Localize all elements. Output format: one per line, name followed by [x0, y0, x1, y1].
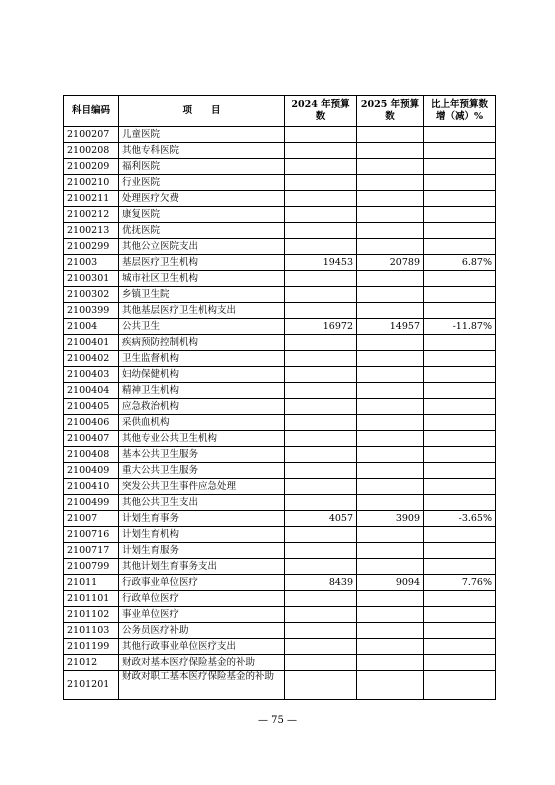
cell-budget-2025 — [357, 271, 424, 287]
cell-budget-2024: 4057 — [285, 511, 357, 527]
table-row — [64, 319, 496, 335]
table-row — [64, 511, 496, 527]
table-row — [64, 287, 496, 303]
cell-change — [424, 623, 496, 639]
table-row — [64, 207, 496, 223]
cell-change — [424, 607, 496, 623]
cell-item: 优抚医院 — [119, 223, 285, 239]
cell-code: 2100301 — [64, 271, 119, 287]
header-budget-2024: 2024 年预算数 — [285, 96, 357, 127]
cell-code: 2100410 — [64, 479, 119, 495]
cell-change — [424, 559, 496, 575]
cell-budget-2024 — [285, 223, 357, 239]
cell-change — [424, 639, 496, 655]
cell-item: 计划生育服务 — [119, 543, 285, 559]
cell-item: 基本公共卫生服务 — [119, 447, 285, 463]
table-row — [64, 175, 496, 191]
cell-budget-2024 — [285, 351, 357, 367]
cell-item: 其他基层医疗卫生机构支出 — [119, 303, 285, 319]
cell-budget-2025 — [357, 607, 424, 623]
cell-budget-2025: 14957 — [357, 319, 424, 335]
cell-item: 处理医疗欠费 — [119, 191, 285, 207]
cell-item: 突发公共卫生事件应急处理 — [119, 479, 285, 495]
cell-code: 2100210 — [64, 175, 119, 191]
table-row — [64, 383, 496, 399]
cell-change — [424, 287, 496, 303]
cell-budget-2024 — [285, 335, 357, 351]
cell-budget-2024 — [285, 671, 357, 700]
cell-budget-2024 — [285, 287, 357, 303]
cell-code: 2100401 — [64, 335, 119, 351]
table-row — [64, 623, 496, 639]
cell-change — [424, 159, 496, 175]
page-number: — 75 — — [257, 715, 298, 726]
cell-change — [424, 175, 496, 191]
cell-item: 公务员医疗补助 — [119, 623, 285, 639]
cell-budget-2025 — [357, 143, 424, 159]
cell-budget-2024 — [285, 447, 357, 463]
cell-code: 2100407 — [64, 431, 119, 447]
cell-budget-2025: 20789 — [357, 255, 424, 271]
cell-change — [424, 271, 496, 287]
cell-code: 21004 — [64, 319, 119, 335]
cell-budget-2025 — [357, 463, 424, 479]
cell-item: 卫生监督机构 — [119, 351, 285, 367]
cell-code: 2101101 — [64, 591, 119, 607]
cell-code: 2100404 — [64, 383, 119, 399]
cell-code: 2101103 — [64, 623, 119, 639]
cell-item: 其他专业公共卫生机构 — [119, 431, 285, 447]
cell-code: 21007 — [64, 511, 119, 527]
cell-change — [424, 431, 496, 447]
cell-budget-2024 — [285, 495, 357, 511]
cell-code: 2100302 — [64, 287, 119, 303]
cell-budget-2025 — [357, 447, 424, 463]
cell-code: 2100716 — [64, 527, 119, 543]
cell-item: 疾病预防控制机构 — [119, 335, 285, 351]
cell-item: 应急救治机构 — [119, 399, 285, 415]
table-row — [64, 591, 496, 607]
header-budget-2025: 2025 年预算数 — [357, 96, 424, 127]
cell-code: 2100213 — [64, 223, 119, 239]
cell-item: 其他专科医院 — [119, 143, 285, 159]
cell-item: 精神卫生机构 — [119, 383, 285, 399]
table-row — [64, 463, 496, 479]
cell-budget-2025 — [357, 415, 424, 431]
cell-budget-2024 — [285, 591, 357, 607]
table-row — [64, 671, 496, 700]
cell-budget-2025 — [357, 207, 424, 223]
table-row — [64, 447, 496, 463]
table-row — [64, 559, 496, 575]
table-row — [64, 527, 496, 543]
cell-change — [424, 191, 496, 207]
cell-change — [424, 351, 496, 367]
cell-budget-2025 — [357, 527, 424, 543]
cell-item: 行政单位医疗 — [119, 591, 285, 607]
table-row — [64, 335, 496, 351]
cell-item: 其他公立医院支出 — [119, 239, 285, 255]
cell-budget-2024 — [285, 239, 357, 255]
table-row — [64, 607, 496, 623]
cell-budget-2024 — [285, 159, 357, 175]
cell-code: 2100402 — [64, 351, 119, 367]
cell-budget-2024: 8439 — [285, 575, 357, 591]
cell-budget-2025 — [357, 127, 424, 143]
cell-item: 行业医院 — [119, 175, 285, 191]
cell-budget-2024 — [285, 127, 357, 143]
cell-code: 2100299 — [64, 239, 119, 255]
table-row — [64, 159, 496, 175]
cell-budget-2024 — [285, 543, 357, 559]
cell-budget-2024 — [285, 383, 357, 399]
table-row — [64, 191, 496, 207]
cell-change: 6.87% — [424, 255, 496, 271]
cell-item: 城市社区卫生机构 — [119, 271, 285, 287]
header-code: 科目编码 — [64, 96, 119, 127]
cell-code: 2100799 — [64, 559, 119, 575]
cell-change: -11.87% — [424, 319, 496, 335]
cell-budget-2025 — [357, 335, 424, 351]
table-row — [64, 127, 496, 143]
cell-code: 2100717 — [64, 543, 119, 559]
cell-code: 2100399 — [64, 303, 119, 319]
cell-code: 2100408 — [64, 447, 119, 463]
cell-budget-2025 — [357, 239, 424, 255]
cell-change — [424, 383, 496, 399]
cell-budget-2025 — [357, 223, 424, 239]
cell-budget-2024 — [285, 431, 357, 447]
cell-budget-2025 — [357, 287, 424, 303]
table-row — [64, 223, 496, 239]
cell-change — [424, 143, 496, 159]
cell-change — [424, 543, 496, 559]
cell-budget-2024 — [285, 527, 357, 543]
header-change: 比上年预算数增（减）% — [424, 96, 496, 127]
cell-change — [424, 671, 496, 700]
cell-budget-2025 — [357, 479, 424, 495]
cell-budget-2024 — [285, 623, 357, 639]
cell-budget-2024 — [285, 367, 357, 383]
cell-change — [424, 527, 496, 543]
cell-item: 事业单位医疗 — [119, 607, 285, 623]
cell-item: 其他公共卫生支出 — [119, 495, 285, 511]
table-row — [64, 399, 496, 415]
cell-budget-2024 — [285, 463, 357, 479]
header-item: 项 目 — [119, 96, 285, 127]
cell-code: 2100406 — [64, 415, 119, 431]
cell-budget-2025: 9094 — [357, 575, 424, 591]
cell-change — [424, 207, 496, 223]
cell-budget-2024 — [285, 303, 357, 319]
cell-item: 计划生育机构 — [119, 527, 285, 543]
cell-budget-2025 — [357, 655, 424, 671]
cell-budget-2024 — [285, 479, 357, 495]
cell-item: 基层医疗卫生机构 — [119, 255, 285, 271]
table-row — [64, 367, 496, 383]
cell-item: 财政对职工基本医疗保险基金的补助 — [119, 671, 285, 700]
cell-change: -3.65% — [424, 511, 496, 527]
cell-budget-2025 — [357, 367, 424, 383]
cell-change — [424, 335, 496, 351]
cell-budget-2024 — [285, 655, 357, 671]
cell-item: 其他行政事业单位医疗支出 — [119, 639, 285, 655]
cell-budget-2025 — [357, 159, 424, 175]
budget-table — [63, 95, 496, 700]
cell-code: 2100211 — [64, 191, 119, 207]
cell-change — [424, 447, 496, 463]
cell-change — [424, 591, 496, 607]
table-row — [64, 479, 496, 495]
table-row — [64, 303, 496, 319]
cell-budget-2025 — [357, 591, 424, 607]
cell-budget-2024: 19453 — [285, 255, 357, 271]
cell-budget-2024 — [285, 271, 357, 287]
cell-budget-2025: 3909 — [357, 511, 424, 527]
cell-item: 妇幼保健机构 — [119, 367, 285, 383]
cell-change — [424, 127, 496, 143]
cell-budget-2024 — [285, 175, 357, 191]
cell-change — [424, 463, 496, 479]
cell-item: 采供血机构 — [119, 415, 285, 431]
cell-budget-2025 — [357, 399, 424, 415]
table-row — [64, 655, 496, 671]
table-row — [64, 543, 496, 559]
table-body — [64, 127, 496, 700]
cell-change — [424, 655, 496, 671]
cell-code: 2100405 — [64, 399, 119, 415]
cell-budget-2025 — [357, 191, 424, 207]
cell-item: 公共卫生 — [119, 319, 285, 335]
cell-change — [424, 223, 496, 239]
cell-budget-2024 — [285, 559, 357, 575]
cell-change — [424, 415, 496, 431]
cell-budget-2025 — [357, 559, 424, 575]
cell-item: 其他计划生育事务支出 — [119, 559, 285, 575]
cell-code: 2100208 — [64, 143, 119, 159]
cell-code: 21003 — [64, 255, 119, 271]
cell-item: 福利医院 — [119, 159, 285, 175]
cell-code: 2100207 — [64, 127, 119, 143]
cell-item: 重大公共卫生服务 — [119, 463, 285, 479]
cell-budget-2024 — [285, 399, 357, 415]
cell-item: 康复医院 — [119, 207, 285, 223]
cell-budget-2024 — [285, 207, 357, 223]
cell-budget-2025 — [357, 543, 424, 559]
cell-code: 2100209 — [64, 159, 119, 175]
cell-item: 儿童医院 — [119, 127, 285, 143]
cell-item: 财政对基本医疗保险基金的补助 — [119, 655, 285, 671]
table-row — [64, 271, 496, 287]
table-row — [64, 351, 496, 367]
cell-code: 2100409 — [64, 463, 119, 479]
cell-change — [424, 367, 496, 383]
cell-budget-2024 — [285, 191, 357, 207]
table-row — [64, 415, 496, 431]
cell-change: 7.76% — [424, 575, 496, 591]
cell-code: 2101199 — [64, 639, 119, 655]
cell-change — [424, 239, 496, 255]
cell-item: 行政事业单位医疗 — [119, 575, 285, 591]
cell-code: 2100212 — [64, 207, 119, 223]
table-header-row — [64, 96, 496, 127]
cell-code: 21011 — [64, 575, 119, 591]
table-row — [64, 255, 496, 271]
table-row — [64, 495, 496, 511]
table-row — [64, 143, 496, 159]
cell-budget-2025 — [357, 383, 424, 399]
cell-change — [424, 479, 496, 495]
cell-budget-2025 — [357, 431, 424, 447]
table-row — [64, 575, 496, 591]
cell-code: 2100499 — [64, 495, 119, 511]
table-row — [64, 639, 496, 655]
cell-budget-2025 — [357, 303, 424, 319]
cell-item: 乡镇卫生院 — [119, 287, 285, 303]
cell-code: 2101102 — [64, 607, 119, 623]
cell-budget-2024 — [285, 639, 357, 655]
cell-budget-2024 — [285, 607, 357, 623]
cell-code: 2100403 — [64, 367, 119, 383]
cell-budget-2024: 16972 — [285, 319, 357, 335]
cell-change — [424, 495, 496, 511]
cell-budget-2024 — [285, 143, 357, 159]
cell-budget-2024 — [285, 415, 357, 431]
cell-budget-2025 — [357, 175, 424, 191]
cell-budget-2025 — [357, 623, 424, 639]
cell-code: 2101201 — [64, 671, 119, 700]
cell-budget-2025 — [357, 495, 424, 511]
cell-item: 计划生育事务 — [119, 511, 285, 527]
cell-budget-2025 — [357, 351, 424, 367]
cell-change — [424, 303, 496, 319]
cell-budget-2025 — [357, 671, 424, 700]
table-row — [64, 239, 496, 255]
table-row — [64, 431, 496, 447]
cell-change — [424, 399, 496, 415]
cell-budget-2025 — [357, 639, 424, 655]
cell-code: 21012 — [64, 655, 119, 671]
